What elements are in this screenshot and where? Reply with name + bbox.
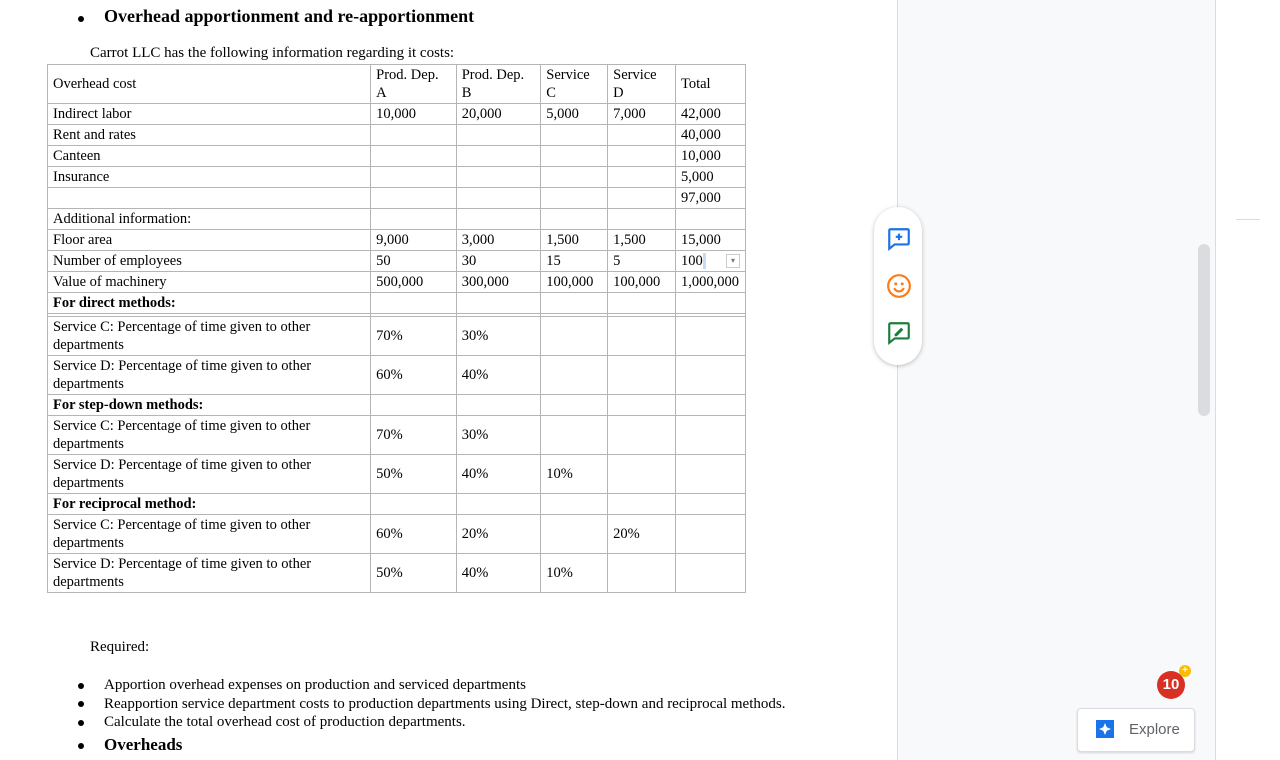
table-row <box>48 416 746 455</box>
explore-button[interactable] <box>1077 708 1195 752</box>
list-item-text: Reapportion service department costs to production departments using Direct, step-down and reciprocal methods. <box>104 695 786 712</box>
table-cell[interactable] <box>608 317 676 356</box>
list-item-text: Apportion overhead expenses on production and serviced departments <box>104 677 526 693</box>
table-cell[interactable]: Service D: Percentage of time given to other departments <box>48 455 371 494</box>
side-panel <box>1215 0 1280 760</box>
table-row <box>48 146 746 167</box>
list-item <box>78 735 785 754</box>
table-cell[interactable] <box>675 209 745 230</box>
table-row <box>48 209 746 230</box>
table-cell[interactable] <box>371 494 457 515</box>
table-cell[interactable]: 60% <box>371 356 457 395</box>
table-cell[interactable] <box>456 494 541 515</box>
bullet-dot <box>78 683 84 689</box>
table-cell[interactable] <box>456 125 541 146</box>
table-cell[interactable]: 70% <box>371 416 457 455</box>
table-cell[interactable]: 42,000 <box>675 104 745 125</box>
table-cell[interactable]: 30% <box>456 416 541 455</box>
table-row <box>48 188 746 209</box>
table-cell[interactable] <box>456 395 541 416</box>
table-cell[interactable]: 50% <box>371 455 457 494</box>
list-item <box>78 677 785 696</box>
table-cell[interactable] <box>371 209 457 230</box>
table-cell[interactable]: 15 <box>541 251 608 272</box>
list-item-text: Overheads <box>104 734 183 754</box>
table-cell[interactable] <box>456 146 541 167</box>
table-row <box>48 293 746 314</box>
table-cell[interactable] <box>456 293 541 314</box>
table-cell[interactable] <box>608 416 676 455</box>
heading-bullet <box>78 6 474 27</box>
table-row <box>48 494 746 515</box>
table-cell[interactable] <box>371 293 457 314</box>
explore-label: Explore <box>1129 721 1180 738</box>
table-cell[interactable]: Overhead cost <box>48 65 371 104</box>
table-cell[interactable] <box>608 146 676 167</box>
table-cell[interactable]: 20% <box>608 515 676 554</box>
table-cell[interactable] <box>456 209 541 230</box>
intro-text: Carrot LLC has the following information regarding it costs: <box>90 45 455 61</box>
table-row <box>48 395 746 416</box>
table-cell[interactable] <box>608 356 676 395</box>
table-row <box>48 167 746 188</box>
table-row <box>48 104 746 125</box>
table-cell[interactable] <box>675 317 745 356</box>
table-cell[interactable]: 1,000,000 <box>675 272 745 293</box>
cost-table[interactable] <box>47 64 746 593</box>
table-cell[interactable] <box>608 554 676 593</box>
table-cell[interactable]: Indirect labor <box>48 104 371 125</box>
table-cell[interactable]: Service D <box>608 65 676 104</box>
table-cell[interactable] <box>541 317 608 356</box>
table-cell[interactable] <box>371 125 457 146</box>
table-cell[interactable] <box>541 494 608 515</box>
vertical-scrollbar[interactable] <box>1198 244 1210 416</box>
table-cell[interactable] <box>541 125 608 146</box>
table-cell[interactable] <box>541 293 608 314</box>
table-cell[interactable]: Canteen <box>48 146 371 167</box>
table-cell[interactable]: For direct methods: <box>48 293 371 314</box>
user-avatar[interactable] <box>1157 665 1188 699</box>
table-row <box>48 317 746 356</box>
table-cell[interactable]: 100,000 <box>541 272 608 293</box>
table-cell[interactable] <box>371 146 457 167</box>
table-cell[interactable]: Service D: Percentage of time given to other departments <box>48 356 371 395</box>
table-cell[interactable]: 40% <box>456 356 541 395</box>
table-cell[interactable] <box>675 251 745 272</box>
bullet-dot <box>78 16 84 22</box>
table-cell[interactable] <box>541 167 608 188</box>
table-cell[interactable] <box>675 515 745 554</box>
table-cell[interactable]: Total <box>675 65 745 104</box>
table-cell[interactable] <box>608 188 676 209</box>
table-cell[interactable]: 50 <box>371 251 457 272</box>
table-cell[interactable]: 7,000 <box>608 104 676 125</box>
table-cell[interactable]: 97,000 <box>675 188 745 209</box>
table-cell[interactable]: Prod. Dep. B <box>456 65 541 104</box>
table-cell[interactable]: 1,500 <box>608 230 676 251</box>
table-cell[interactable]: Service C: Percentage of time given to other departments <box>48 416 371 455</box>
table-header-row <box>48 65 746 104</box>
table-cell[interactable] <box>541 146 608 167</box>
required-label: Required: <box>90 639 150 655</box>
table-cell[interactable]: 30% <box>456 317 541 356</box>
table-cell[interactable] <box>48 188 371 209</box>
table-cell[interactable]: 50% <box>371 554 457 593</box>
table-cell[interactable] <box>541 188 608 209</box>
section-heading: Overhead apportionment and re-apportionment <box>104 6 475 26</box>
table-cell[interactable] <box>608 167 676 188</box>
bullet-dot <box>78 701 84 707</box>
side-panel-divider <box>1236 219 1260 220</box>
table-cell[interactable] <box>371 395 457 416</box>
bullet-dot <box>78 720 84 726</box>
table-cell[interactable] <box>541 395 608 416</box>
table-cell[interactable]: 70% <box>371 317 457 356</box>
cell-dropdown-icon[interactable]: ▾ <box>726 254 740 268</box>
list-item <box>78 696 785 715</box>
required-list <box>78 677 785 753</box>
table-cell[interactable] <box>371 167 457 188</box>
table-cell[interactable]: Service C: Percentage of time given to other departments <box>48 317 371 356</box>
table-cell[interactable] <box>608 125 676 146</box>
table-cell[interactable]: 30 <box>456 251 541 272</box>
table-cell[interactable]: Number of employees <box>48 251 371 272</box>
table-cell[interactable] <box>675 395 745 416</box>
table-cell[interactable]: Rent and rates <box>48 125 371 146</box>
table-cell[interactable]: 5 <box>608 251 676 272</box>
table-cell[interactable]: Floor area <box>48 230 371 251</box>
table-row <box>48 554 746 593</box>
table-cell[interactable]: 5,000 <box>541 104 608 125</box>
table-cell[interactable]: 15,000 <box>675 230 745 251</box>
table-cell[interactable]: 300,000 <box>456 272 541 293</box>
table-cell[interactable]: For reciprocal method: <box>48 494 371 515</box>
table-cell[interactable]: 10% <box>541 455 608 494</box>
table-cell[interactable]: 10,000 <box>371 104 457 125</box>
table-cell[interactable] <box>675 293 745 314</box>
floating-action-panel <box>874 207 922 365</box>
selected-text: 100 <box>680 253 703 269</box>
table-cell[interactable]: 40,000 <box>675 125 745 146</box>
table-cell[interactable]: 40% <box>456 554 541 593</box>
avatar-text: 10 <box>1162 676 1180 693</box>
list-item <box>78 714 785 733</box>
table-cell[interactable]: Prod. Dep. A <box>371 65 457 104</box>
table-cell[interactable]: 3,000 <box>456 230 541 251</box>
table-cell[interactable]: 20% <box>456 515 541 554</box>
table-cell[interactable]: Additional information: <box>48 209 371 230</box>
table-cell[interactable] <box>541 416 608 455</box>
suggest-edits-icon[interactable] <box>886 320 912 346</box>
table-cell[interactable]: 5,000 <box>675 167 745 188</box>
explore-icon <box>1094 718 1116 742</box>
table-cell[interactable]: Service D: Percentage of time given to other departments <box>48 554 371 593</box>
table-cell[interactable] <box>608 455 676 494</box>
table-cell[interactable] <box>675 554 745 593</box>
table-row <box>48 455 746 494</box>
table-cell[interactable] <box>371 188 457 209</box>
table-cell[interactable]: 20,000 <box>456 104 541 125</box>
bullet-dot <box>78 743 84 749</box>
add-comment-icon[interactable] <box>886 226 912 252</box>
table-cell[interactable]: 100,000 <box>608 272 676 293</box>
table-cell[interactable] <box>675 494 745 515</box>
table-cell[interactable] <box>675 416 745 455</box>
table-row <box>48 230 746 251</box>
table-cell[interactable] <box>608 395 676 416</box>
table-cell[interactable] <box>675 356 745 395</box>
table-row <box>48 515 746 554</box>
table-cell[interactable]: Service C: Percentage of time given to other departments <box>48 515 371 554</box>
selection-highlight <box>703 253 707 269</box>
table-cell[interactable]: 10% <box>541 554 608 593</box>
table-cell[interactable] <box>608 209 676 230</box>
table-cell[interactable] <box>541 515 608 554</box>
table-cell[interactable] <box>541 209 608 230</box>
table-row <box>48 251 746 272</box>
list-item-text: Calculate the total overhead cost of production departments. <box>104 714 466 730</box>
table-cell[interactable] <box>608 494 676 515</box>
table-cell[interactable]: 60% <box>371 515 457 554</box>
table-row <box>48 272 746 293</box>
canvas-margin <box>897 0 1216 760</box>
table-cell[interactable]: For step-down methods: <box>48 395 371 416</box>
table-cell[interactable] <box>541 356 608 395</box>
table-cell[interactable]: Value of machinery <box>48 272 371 293</box>
table-row <box>48 125 746 146</box>
table-cell[interactable]: 1,500 <box>541 230 608 251</box>
table-cell[interactable] <box>675 455 745 494</box>
table-cell[interactable]: Insurance <box>48 167 371 188</box>
avatar-plus-badge: + <box>1179 665 1191 677</box>
table-cell[interactable]: Service C <box>541 65 608 104</box>
table-cell[interactable]: 500,000 <box>371 272 457 293</box>
table-cell[interactable]: 40% <box>456 455 541 494</box>
emoji-reaction-icon[interactable] <box>886 273 912 299</box>
table-cell[interactable]: 10,000 <box>675 146 745 167</box>
table-row <box>48 356 746 395</box>
table-cell[interactable] <box>456 188 541 209</box>
table-cell[interactable]: 9,000 <box>371 230 457 251</box>
table-cell[interactable] <box>456 167 541 188</box>
table-cell[interactable] <box>608 293 676 314</box>
